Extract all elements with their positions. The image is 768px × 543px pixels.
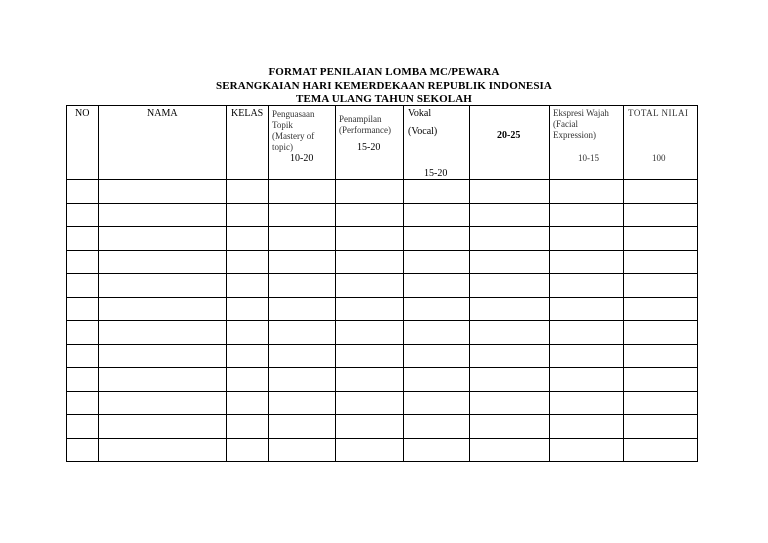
header-row [67, 106, 698, 180]
cell-total [624, 274, 698, 298]
table-row [67, 227, 698, 251]
cell-unnamed [470, 391, 550, 415]
cell-no [67, 180, 99, 204]
cell-total [624, 344, 698, 368]
cell-penguasaan [269, 180, 336, 204]
cell-nama [99, 274, 227, 298]
cell-vokal [404, 227, 470, 251]
cell-nama [99, 391, 227, 415]
cell-ekspresi [550, 227, 624, 251]
cell-no [67, 344, 99, 368]
cell-total [624, 391, 698, 415]
table-row [67, 391, 698, 415]
cell-vokal [404, 344, 470, 368]
cell-penguasaan [269, 415, 336, 439]
cell-unnamed [470, 415, 550, 439]
cell-total [624, 438, 698, 462]
ekspresi-line3: Expression) [553, 130, 596, 140]
cell-unnamed [470, 344, 550, 368]
cell-kelas [227, 321, 269, 345]
header-total [624, 106, 698, 180]
cell-nama [99, 415, 227, 439]
header-no-label: NO [75, 108, 90, 119]
scoring-table [66, 105, 698, 462]
cell-unnamed [470, 227, 550, 251]
cell-nama [99, 344, 227, 368]
cell-penguasaan [269, 368, 336, 392]
cell-vokal [404, 203, 470, 227]
cell-ekspresi [550, 203, 624, 227]
cell-penguasaan [269, 274, 336, 298]
cell-penampilan [336, 227, 404, 251]
penguasaan-line2: Topik [272, 120, 293, 130]
cell-kelas [227, 203, 269, 227]
cell-kelas [227, 250, 269, 274]
cell-total [624, 203, 698, 227]
cell-total [624, 415, 698, 439]
cell-vokal [404, 391, 470, 415]
cell-nama [99, 297, 227, 321]
cell-total [624, 180, 698, 204]
cell-penampilan [336, 203, 404, 227]
title-line-3: TEMA ULANG TAHUN SEKOLAH [296, 93, 472, 105]
cell-penampilan [336, 250, 404, 274]
cell-penampilan [336, 415, 404, 439]
table-row [67, 344, 698, 368]
cell-ekspresi [550, 368, 624, 392]
cell-vokal [404, 438, 470, 462]
cell-no [67, 391, 99, 415]
header-kelas [227, 106, 269, 180]
cell-ekspresi [550, 321, 624, 345]
header-penampilan [336, 106, 404, 180]
vokal-range: 15-20 [424, 168, 448, 179]
vokal-line1: Vokal [408, 108, 432, 119]
cell-nama [99, 438, 227, 462]
cell-vokal [404, 368, 470, 392]
cell-no [67, 321, 99, 345]
cell-penampilan [336, 344, 404, 368]
table-row [67, 438, 698, 462]
table-row [67, 415, 698, 439]
cell-ekspresi [550, 297, 624, 321]
vokal-line2: (Vocal) [408, 126, 438, 137]
cell-no [67, 227, 99, 251]
cell-penampilan [336, 274, 404, 298]
cell-ekspresi [550, 344, 624, 368]
table-row [67, 180, 698, 204]
cell-no [67, 368, 99, 392]
cell-no [67, 274, 99, 298]
cell-penguasaan [269, 344, 336, 368]
cell-nama [99, 368, 227, 392]
penguasaan-range: 10-20 [290, 153, 314, 164]
unnamed-range: 20-25 [497, 130, 521, 141]
ekspresi-line2: (Facial [553, 119, 578, 129]
cell-no [67, 203, 99, 227]
cell-ekspresi [550, 274, 624, 298]
cell-kelas [227, 391, 269, 415]
cell-penguasaan [269, 391, 336, 415]
cell-total [624, 297, 698, 321]
cell-unnamed [470, 297, 550, 321]
cell-total [624, 227, 698, 251]
header-unnamed-criterion [470, 106, 550, 180]
penampilan-line1: Penampilan [339, 114, 382, 124]
document-title [0, 66, 768, 107]
title-line-2: SERANGKAIAN HARI KEMERDEKAAN REPUBLIK INDONESIA [216, 79, 552, 92]
cell-vokal [404, 250, 470, 274]
cell-penguasaan [269, 250, 336, 274]
cell-total [624, 368, 698, 392]
cell-total [624, 321, 698, 345]
cell-nama [99, 321, 227, 345]
cell-penampilan [336, 438, 404, 462]
cell-ekspresi [550, 438, 624, 462]
cell-vokal [404, 180, 470, 204]
total-label: TOTAL NILAI [628, 108, 689, 118]
penampilan-range: 15-20 [357, 142, 381, 153]
header-no [67, 106, 99, 180]
table-row [67, 297, 698, 321]
cell-total [624, 250, 698, 274]
cell-nama [99, 203, 227, 227]
cell-unnamed [470, 368, 550, 392]
cell-penguasaan [269, 227, 336, 251]
ekspresi-range: 10-15 [578, 153, 599, 163]
header-kelas-label: KELAS [231, 108, 264, 119]
cell-kelas [227, 368, 269, 392]
cell-kelas [227, 297, 269, 321]
header-nama [99, 106, 227, 180]
penguasaan-line3: (Mastery of [272, 131, 315, 141]
cell-penampilan [336, 368, 404, 392]
cell-ekspresi [550, 415, 624, 439]
cell-nama [99, 227, 227, 251]
header-vokal [404, 106, 470, 180]
cell-penguasaan [269, 321, 336, 345]
table-row [67, 321, 698, 345]
cell-penampilan [336, 297, 404, 321]
cell-ekspresi [550, 250, 624, 274]
cell-no [67, 415, 99, 439]
cell-vokal [404, 415, 470, 439]
cell-nama [99, 180, 227, 204]
cell-unnamed [470, 203, 550, 227]
cell-penguasaan [269, 203, 336, 227]
cell-penampilan [336, 391, 404, 415]
cell-unnamed [470, 438, 550, 462]
penguasaan-line1: Penguasaan [272, 109, 315, 119]
table-row [67, 250, 698, 274]
cell-kelas [227, 274, 269, 298]
penguasaan-line4: topic) [272, 142, 293, 152]
cell-no [67, 250, 99, 274]
table-row [67, 368, 698, 392]
ekspresi-line1: Ekspresi Wajah [553, 108, 609, 118]
cell-vokal [404, 274, 470, 298]
cell-kelas [227, 344, 269, 368]
cell-vokal [404, 321, 470, 345]
penampilan-line2: (Performance) [339, 125, 391, 135]
cell-kelas [227, 180, 269, 204]
table-row [67, 203, 698, 227]
header-nama-label: NAMA [147, 108, 178, 119]
cell-unnamed [470, 250, 550, 274]
cell-no [67, 297, 99, 321]
cell-penampilan [336, 321, 404, 345]
cell-nama [99, 250, 227, 274]
title-line-1: FORMAT PENILAIAN LOMBA MC/PEWARA [268, 66, 500, 78]
cell-ekspresi [550, 391, 624, 415]
cell-ekspresi [550, 180, 624, 204]
total-max-value: 100 [652, 153, 666, 163]
cell-kelas [227, 415, 269, 439]
cell-penguasaan [269, 297, 336, 321]
table-row [67, 274, 698, 298]
cell-kelas [227, 227, 269, 251]
cell-penampilan [336, 180, 404, 204]
cell-unnamed [470, 274, 550, 298]
cell-penguasaan [269, 438, 336, 462]
header-ekspresi [550, 106, 624, 180]
cell-kelas [227, 438, 269, 462]
cell-vokal [404, 297, 470, 321]
header-penguasaan [269, 106, 336, 180]
cell-no [67, 438, 99, 462]
cell-unnamed [470, 180, 550, 204]
cell-unnamed [470, 321, 550, 345]
